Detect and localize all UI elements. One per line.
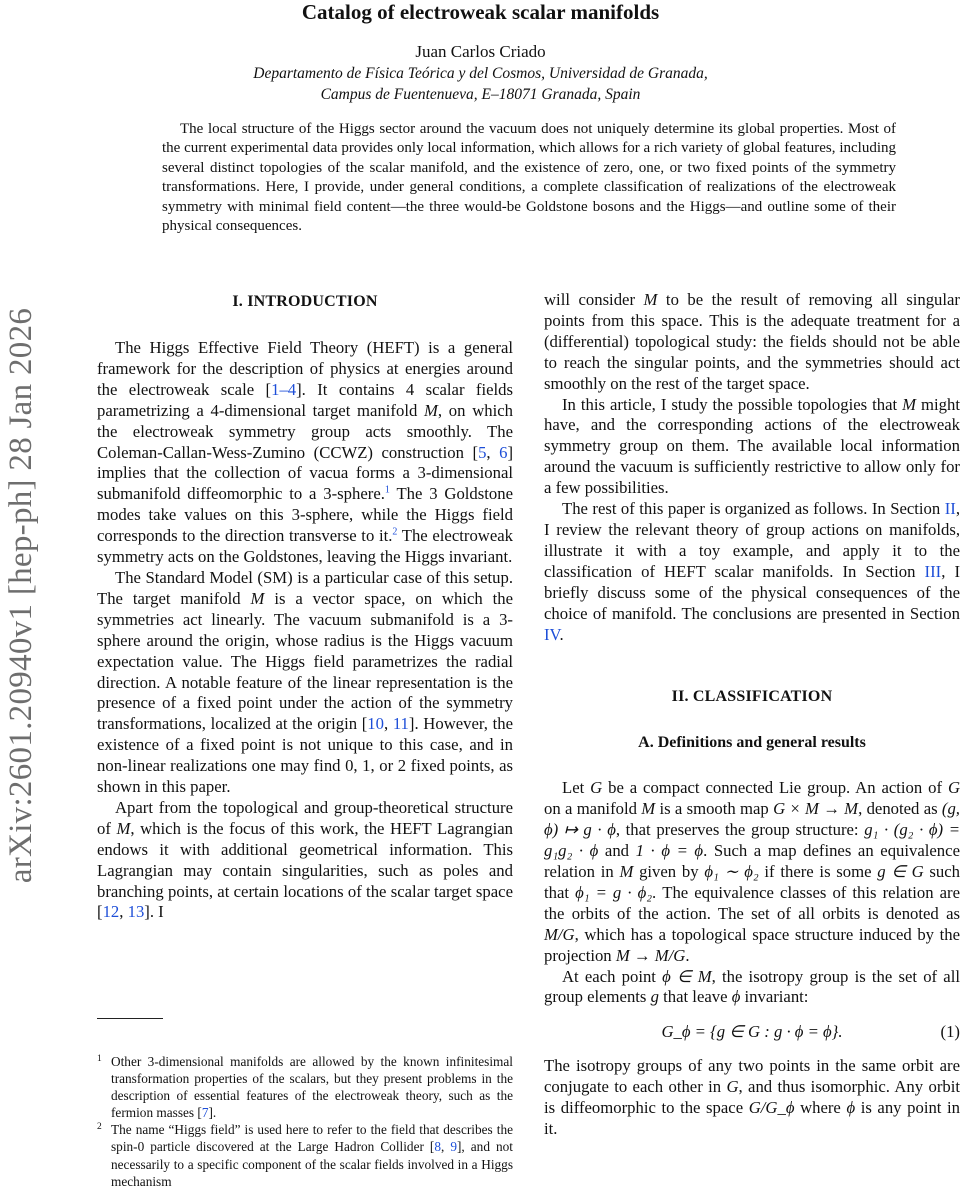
equation-number: (1) [940, 1022, 960, 1042]
intro-paragraph-4: In this article, I study the possible topologies that M might have, and the corresponding actions of the electroweak symmetry group on them. The available local information around the vacuum is sufficiently restrictive to allow only for a few possibilities. [544, 394, 960, 498]
footnote-link-2[interactable]: 2 [392, 526, 398, 538]
intro-paragraph-2: The Standard Model (SM) is a particular case of this setup. The target manifold M is a vector space, on which the symmetries act linearly. The vacuum submanifold is a 3-sphere around the origin, whose radius is the Higgs vacuum expectation value. The Higgs field parametrizes the radial direction. A notable feature of the linear representation is the presence of a fixed point under the action of the symmetry transformations, localized at the origin [10, 11]. However, the existence of a fixed point is not unique to this case, and in non-linear realizations one may find 0, 1, or 2 fixed points, as shown in this paper. [97, 567, 514, 797]
section-link-iv[interactable]: IV [544, 624, 560, 644]
author-name: Juan Carlos Criado [415, 42, 546, 61]
abstract: The local structure of the Higgs sector around the vacuum does not uniquely determine its global properties. Most of the current experimental data provides only local information, which allows for a rich variety of global features, including several distinct topologies of the scalar manifold, and the existence of zero, one, or two fixed points of the symmetry transformations. Here, I provide, under general conditions, a complete classification of realizations of the electroweak symmetry with minimal field content—the three would-be Goldstone bosons and the Higgs—and outline some of their physical consequences. [162, 121, 896, 235]
citation-link[interactable]: 11 [392, 714, 409, 734]
intro-paragraph-3: Apart from the topological and group-theoretical structure of M, which is the focus of this work, the HEFT Lagrangian endows it with additional geometrical information. This Lagrangian may contain singularities, such as poles and branching points, at certain locations of the scalar target space [12, 13]. I [97, 797, 513, 922]
citation-link[interactable]: 1–4 [271, 379, 297, 399]
citation-link[interactable]: 9 [450, 1139, 457, 1155]
arxiv-stamp [2, 270, 42, 920]
citation-link[interactable]: 13 [127, 902, 145, 922]
intro-continued-paragraph: will consider M to be the result of removing all singular points from this space. This is the adequate treatment for a (differential) topological study: the fields should not be able to reach the singular points, and the symmetries should act smoothly on the rest of the target space. [544, 290, 960, 393]
intro-paragraph-1: The Higgs Effective Field Theory (HEFT) is a general framework for the description of physics at energies around the electroweak scale [1–4]. It contains 4 scalar fields parametrizing a 4-dimensional target manifold M, on which the electroweak symmetry group acts smoothly. The Coleman-Callan-Wess-Zumino (CCWZ) construction [5, 6] implies that the collection of vacua forms a 3-dimensional submanifold diffeomorphic to a 3-sphere.$^1$ The 3 Goldstone modes take values on this 3-sphere, while the Higgs field corresponds to the direction transverse to it.$^2$ The electroweak symmetry acts on the Goldstones, leaving the Higgs invariant. [97, 338, 514, 567]
citation-link[interactable]: 8 [434, 1139, 441, 1155]
paper-title: Catalog of electroweak scalar manifolds [301, 0, 660, 24]
section-heading-introduction: I. INTRODUCTION [232, 293, 378, 310]
classification-paragraph-3: The isotropy groups of any two points in the same orbit are conjugate to each other in G, and thus isomorphic. Any orbit is diffeomorphic to the space G/G_ϕ where ϕ is any point in it. [544, 1056, 961, 1139]
footnotes [97, 1053, 513, 1190]
citation-link[interactable]: 10 [367, 714, 384, 734]
affiliation-line-1: Departamento de Física Teórica y del Cosmos, Universidad de Granada, [253, 65, 708, 82]
equation-1 [544, 1014, 960, 1050]
left-column [97, 292, 513, 923]
affiliation-line-2: Campus de Fuentenueva, E–18071 Granada, Spain [320, 86, 641, 103]
footnote-divider [97, 1018, 163, 1019]
classification-paragraph-1: Let G be a compact connected Lie group. An action of G on a manifold M is a smooth map G × M → M, denoted as (g, ϕ) ↦ g · ϕ, that preserves the group structure: g₁ · (g₂ · ϕ) = g₁g₂ · ϕ and 1 · ϕ = ϕ. Such a map defines an equivalence relation in M given by ϕ₁ ∼ ϕ₂ if there is some g ∈ G such that ϕ₁ = g · ϕ₂. The equivalence classes of this relation are the orbits of the action. The set of all orbits is denoted as M/G, which has a topological space structure induced by the projection M → M/G. [544, 778, 961, 965]
footnote-link-1[interactable]: 1 [384, 484, 390, 496]
section-heading-classification: II. CLASSIFICATION [671, 688, 833, 706]
section-link-iii[interactable]: III [924, 561, 942, 581]
classification-paragraph-2: At each point ϕ ∈ M, the isotropy group is the set of all group elements g that leave ϕ invariant: [544, 966, 960, 1007]
equation-body: G_ϕ = {g ∈ G : g · ϕ = ϕ}. [661, 1022, 843, 1042]
citation-link[interactable]: 7 [201, 1105, 209, 1121]
right-column [544, 290, 960, 1140]
footnote-1: 1 Other 3-dimensional manifolds are allowed by the known infinitesimal transformation properties of the scalars, but they present problems in the description of essential features of the electroweak theory, such as the fermion masses [7]. [97, 1054, 513, 1121]
citation-link[interactable]: 5 [478, 442, 487, 462]
citation-link[interactable]: 12 [102, 902, 120, 922]
intro-paragraph-5: The rest of this paper is organized as follows. In Section II, I review the relevant theory of group actions on manifolds, illustrate it with a toy example, and apply it to the classification of HEFT scalar manifolds. In Section III, I briefly discuss some of the physical consequences of the choice of manifold. The conclusions are presented in Section IV. [544, 499, 961, 644]
arxiv-identifier[interactable]: arXiv:2601.20940v1 [hep-ph] 28 Jan 2026 [3, 307, 40, 883]
citation-link[interactable]: 6 [499, 442, 508, 462]
section-link-ii[interactable]: II [944, 499, 956, 519]
footnote-2: 2 The name “Higgs field” is used here to refer to the field that describes the spin-0 particle discovered at the Large Hadron Collider [8, 9], and not necessarily to a specific component of the scalar fields involved in a Higgs mechanism [97, 1122, 513, 1189]
subsection-heading-definitions: A. Definitions and general results [638, 734, 866, 752]
